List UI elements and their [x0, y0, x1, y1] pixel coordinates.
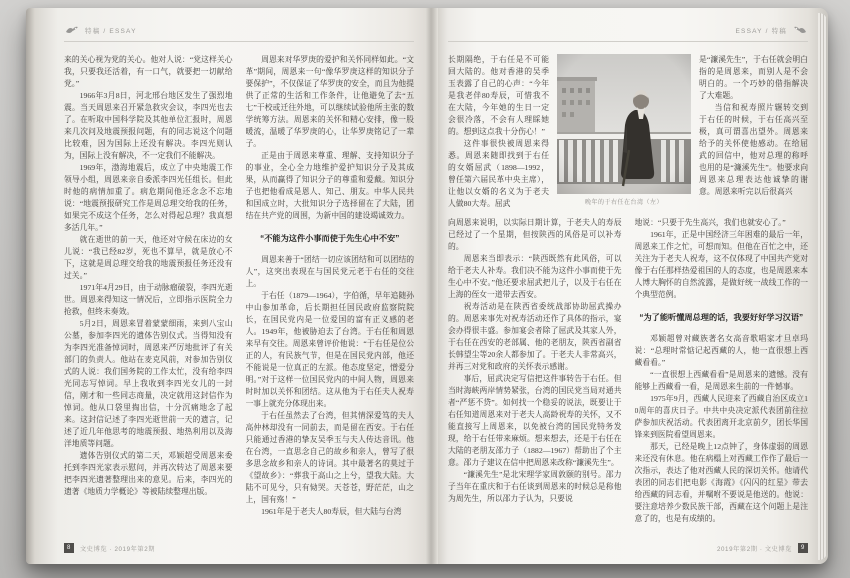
- swallow-ornament-icon: [64, 24, 79, 36]
- article-paragraph: 就在逝世的前一天，他还对守候在床边的女儿说：“我已经82岁，死也不算早，就是放心不下，这就是周总理交给我的地震预报任务还没有过关。”: [64, 235, 233, 280]
- article-paragraph: 来的关心视为党的关心。他对人说：“党这样关心我，只要我还活着，有一口气，就要把一切献给党。”: [64, 55, 233, 88]
- article-paragraph: 于右任虽然去了台湾，但其情深爱笃的夫人高仲林却没有一同前去，而是留在西安。于右任只能通过香港的挚友吴季玉与夫人传达音讯。他在台湾，一直思念自己的故乡和亲人，曾写了很多思念故乡和亲人的诗词。其中最著名的莫过于《望故乡》：“葬我于高山之上兮，望我大陆。大陆不可见兮，只有恸哭。天苍苍，野茫茫，山之上，国有殇！”: [245, 411, 414, 504]
- right-page-top-row: [448, 54, 808, 210]
- article-paragraph: 1961年，正是中国经济三年困难的最后一年，周恩来工作之忙，可想而知。但他在百忙之中，还关注为于老夫人祝寿，这不仅体现了中国共产党对像于右任那样热爱祖国的人的态度，也是周恩来本人博大胸怀的自然流露，是做好统一战线工作的一个典型范例。: [634, 230, 808, 299]
- bw-photo-elderly-man-by-fence: [557, 54, 691, 194]
- page-right-header: [448, 22, 808, 38]
- article-paragraph: 1961年是于老夫人80寿辰，但大陆与台湾: [261, 507, 402, 516]
- header-rule: [64, 41, 414, 42]
- article-paragraph: 周恩来对华罗庚的爱护和关怀同样如此。“文革”期间，周恩来一句“像华罗庚这样的知识分子要保护”，不仅保证了华罗庚的安全，而且为他提供了正常的生活和工作条件，让他避免了去“五七”干校或迁往外地，可以继续试验他所主张的数学统筹方法。周恩来的关怀和精心安排，像一股暖流，温暖了华罗庚的心，让华罗庚铭记了一辈子。: [245, 55, 414, 148]
- article-paragraph: 1969年，渤海地震后，成立了中央地震工作领导小组，周恩来亲自委派李四光任组长。但此时他的病情加重了。病危期间他还念念不忘地说：“地震预报研究工作是周总理交给我的任务，如果完不成这个任务，怎么对得起总理？我真想多活几年。”: [64, 163, 233, 232]
- article-paragraph: 那天，已经是晚上12点钟了，身体虚弱的周恩来还没有休息。他在病榻上对西藏工作作了最后一次指示，表达了他对西藏人民的深切关怀。他请代表团的同志们把电影《海霞》《闪闪的红星》带去给西藏的同志看，并嘱咐不要说是他送的。他说：要注意培养少数民族干部，西藏在这个问题上是注意了的，也是有成绩的。: [634, 442, 808, 523]
- left-col-2: [246, 54, 415, 536]
- page-left: [26, 8, 426, 564]
- right-col-2: [635, 217, 809, 536]
- journal-issue-label: 2019年第2期 · 文史博览: [716, 545, 792, 553]
- left-page-columns: [64, 54, 414, 536]
- page-number: 8: [64, 543, 74, 553]
- section-label: ESSAY / 特稿: [735, 27, 787, 35]
- right-col-1: [448, 217, 622, 536]
- article-paragraph: 向周恩来说明，以实际日期计算，于老夫人的寿辰已经过了一个星期，但按陕西的风俗是可以补寿的。: [448, 218, 622, 251]
- page-left-content: [26, 8, 426, 564]
- section-heading: “为了能听懂周总理的话，我要好好学习汉语”: [639, 313, 804, 322]
- article-paragraph: 周恩来善于“团结一切应该团结和可以团结的人”，这突出表现在与国民党元老于右任的交往上。: [245, 255, 414, 288]
- page-number: 9: [798, 543, 808, 553]
- page-right-footer: [448, 542, 808, 554]
- article-paragraph: 周恩来当即表示：“陕西既然有此风俗，可以给于老夫人补寿。我们决不能为这件小事而使于先生心中不安。”他还要求屈武把儿子，以及于右任在上海的侄女一道带去西安。: [448, 254, 622, 299]
- article-paragraph: 长期隔绝，于右任是不可能回大陆的。他对香港的吴季玉表露了自己的心声：“今年是我老伴80寿辰，可惜我不在大陆，今年她的生日一定会很冷落，不会有人理睬她的。想到这点我十分伤心！”: [448, 55, 549, 136]
- article-paragraph: 当信和祝寿照片辗转交到于右任的时候，于右任高兴至极，真可谓喜出望外。周恩来给予的关怀使他感动。在给屈武的回信中，他对总理的称呼也用的是“濂溪先生”。他要求向周恩来总理表达他诚挚的谢意。周恩来听完以后很高兴: [699, 103, 808, 196]
- page-left-header: [64, 22, 414, 38]
- right-col-1-top: [448, 54, 549, 210]
- page-right: [438, 8, 828, 564]
- article-paragraph: 祝寿活动是在陕西省委统战部协助屈武操办的。周恩来事先对祝寿活动还作了具体的指示，宴会办得很丰盛。参加宴会者除了屈武及其家人外，于右任在西安的老部属、他的老朋友，陕西省副省长韩望尘等20余人都参加了。于老夫人非常高兴，并再三对党和政府的关怀表示感谢。: [448, 302, 622, 371]
- article-paragraph: 遗体告别仪式的第二天，邓颖超受周恩来委托到李四光家表示慰问，并再次转达了周恩来要把李四光遗著整理出来的意见。后来，李四光的遗著《地质力学概论》等被陆续整理出版。: [64, 451, 233, 496]
- section-label: 特稿 / ESSAY: [85, 27, 137, 35]
- article-paragraph: 5月2日，周恩来冒着蒙蒙细雨，来到八宝山公墓，参加李四光的遗体告别仪式。当得知没有为李四光准备悼词时，周恩来严厉地批评了有关部门的负责人。他站在麦克风前，对参加告别仪式的人说：我们国务院的工作太忙，没有给李四光同志写悼词。早上我收到李四光女儿的一封信，刚才和一些同志商量，决定就用这封信作为悼词。他从口袋里掏出信，十分沉痛地念了起来。这封信记述了李四光逝世前一天的遗言，记述了近几年他思考的地震预报、地热利用以及海洋地质等问题。: [64, 319, 233, 448]
- article-paragraph: 1966年3月8日，河北邢台地区发生了强烈地震。当天周恩来召开紧急救灾会议，李四光也去了。在听取中国科学院及其他单位汇报时，周恩来几次问及地震预报问题，有的同志说这个问题比较难，因为国际上还没有解决。李四光则认为，国际上没有解决，不一定我们不能解决。: [64, 91, 233, 160]
- header-rule: [448, 41, 808, 42]
- swallow-ornament-icon: [793, 24, 808, 36]
- photo-figure: [557, 54, 691, 210]
- right-page-bottom-row: [448, 217, 808, 536]
- journal-issue-label: 文史博览 · 2019年第2期: [80, 545, 156, 553]
- right-col-2-top: [699, 54, 808, 210]
- left-col-1: [64, 54, 233, 536]
- article-paragraph: 邓颖超曾对藏族著名女高音歌唱家才旦卓玛说：“总理时常惦记起西藏的人，他一直很想上西藏看看。”: [634, 334, 808, 367]
- article-paragraph: “濂溪先生”是北宋理学家周敦颐的别号。邵力子当年在重庆和于右任谈到周恩来的时候总是称他为周先生，所以邵力子认为，只要说: [448, 470, 622, 503]
- page-right-content: [438, 8, 828, 564]
- article-paragraph: 正是由于周恩来尊重、理解、支持知识分子的事业，全心全力地维护爱护知识分子及其成果，从而赢得了知识分子的尊重和爱戴。知识分子也把他看成是恩人、知己、朋友。中华人民共和国成立时，大批知识分子选择留在了大陆，团结在共产党的周围，为新中国的建设竭诚效力。: [245, 151, 414, 220]
- article-paragraph: 1971年4月29日，由于动脉瘤破裂，李四光逝世。周恩来得知这一情况后，立即指示医院全力抢救，但终未奏效。: [64, 283, 233, 316]
- book-gutter: [426, 8, 438, 564]
- article-paragraph: 1975年9月，西藏人民迎来了西藏自治区成立10周年的喜庆日子。中共中央决定派代表团前往拉萨参加庆祝活动。代表团离开北京前夕，团长华国锋来到医院看望周恩来。: [634, 394, 808, 439]
- article-paragraph: 这件事很快被周恩来得悉。周恩来随即找到于右任的女婿屈武（1898—1992，曾任第六届民革中央主席），让他以女婿的名义为于老夫人做80大寿。屈武: [448, 139, 549, 208]
- article-paragraph: “一直很想上西藏看看”是周恩来的遗憾。没有能够上西藏看一看，是周恩来生前的一件憾事。: [634, 370, 808, 391]
- article-paragraph: 事后，屈武决定写信把这件事转告于右任。但当时海峡两岸情势紧张，台湾的国民党当局对通共者“严惩不贷”。如何找一个稳妥的说法，既要让于右任知道周恩来对于老夫人高龄祝寿的关怀，又不能直接写上周恩来，以免被台湾的国民党特务发现，给于右任带来麻烦。想来想去，还是于右任在大陆的老朋友邵力子（1882—1967）帮助出了个主意。邵力子建议在信中把周恩来改称“濂溪先生”。: [448, 374, 622, 467]
- article-paragraph: 于右任（1879—1964），字伯循，早年追随孙中山参加革命，后长期担任国民政府监察院院长，在国民党内是一位爱国的富有正义感的老人。1949年，他被胁迫去了台湾。于右任和周恩来早有交往。周恩来曾评价他说：“于右任是位公正的人，有民族气节，但是在国民党内部，他还不能说是一位真正的左派。他态度坚定，憎爱分明。”对于这样一位国民党内的中间人物，周恩来时时加以关怀和团结。这从他为于右任夫人祝寿一事上就充分体现出来。: [245, 291, 414, 408]
- article-paragraph: 是“濂溪先生”，于右任就会明白指的是周恩来，而别人是不会明白的。一个巧妙的借指解决了大难题。: [699, 55, 808, 100]
- photo-caption: 晚年的于右任在台湾（左）: [584, 200, 663, 206]
- article-paragraph: 地说：“只要于先生高兴，我们也就安心了。”: [634, 218, 786, 227]
- section-heading: “不能为这件小事而使于先生心中不安”: [260, 234, 400, 243]
- page-left-footer: [64, 542, 414, 554]
- open-book: [26, 8, 828, 564]
